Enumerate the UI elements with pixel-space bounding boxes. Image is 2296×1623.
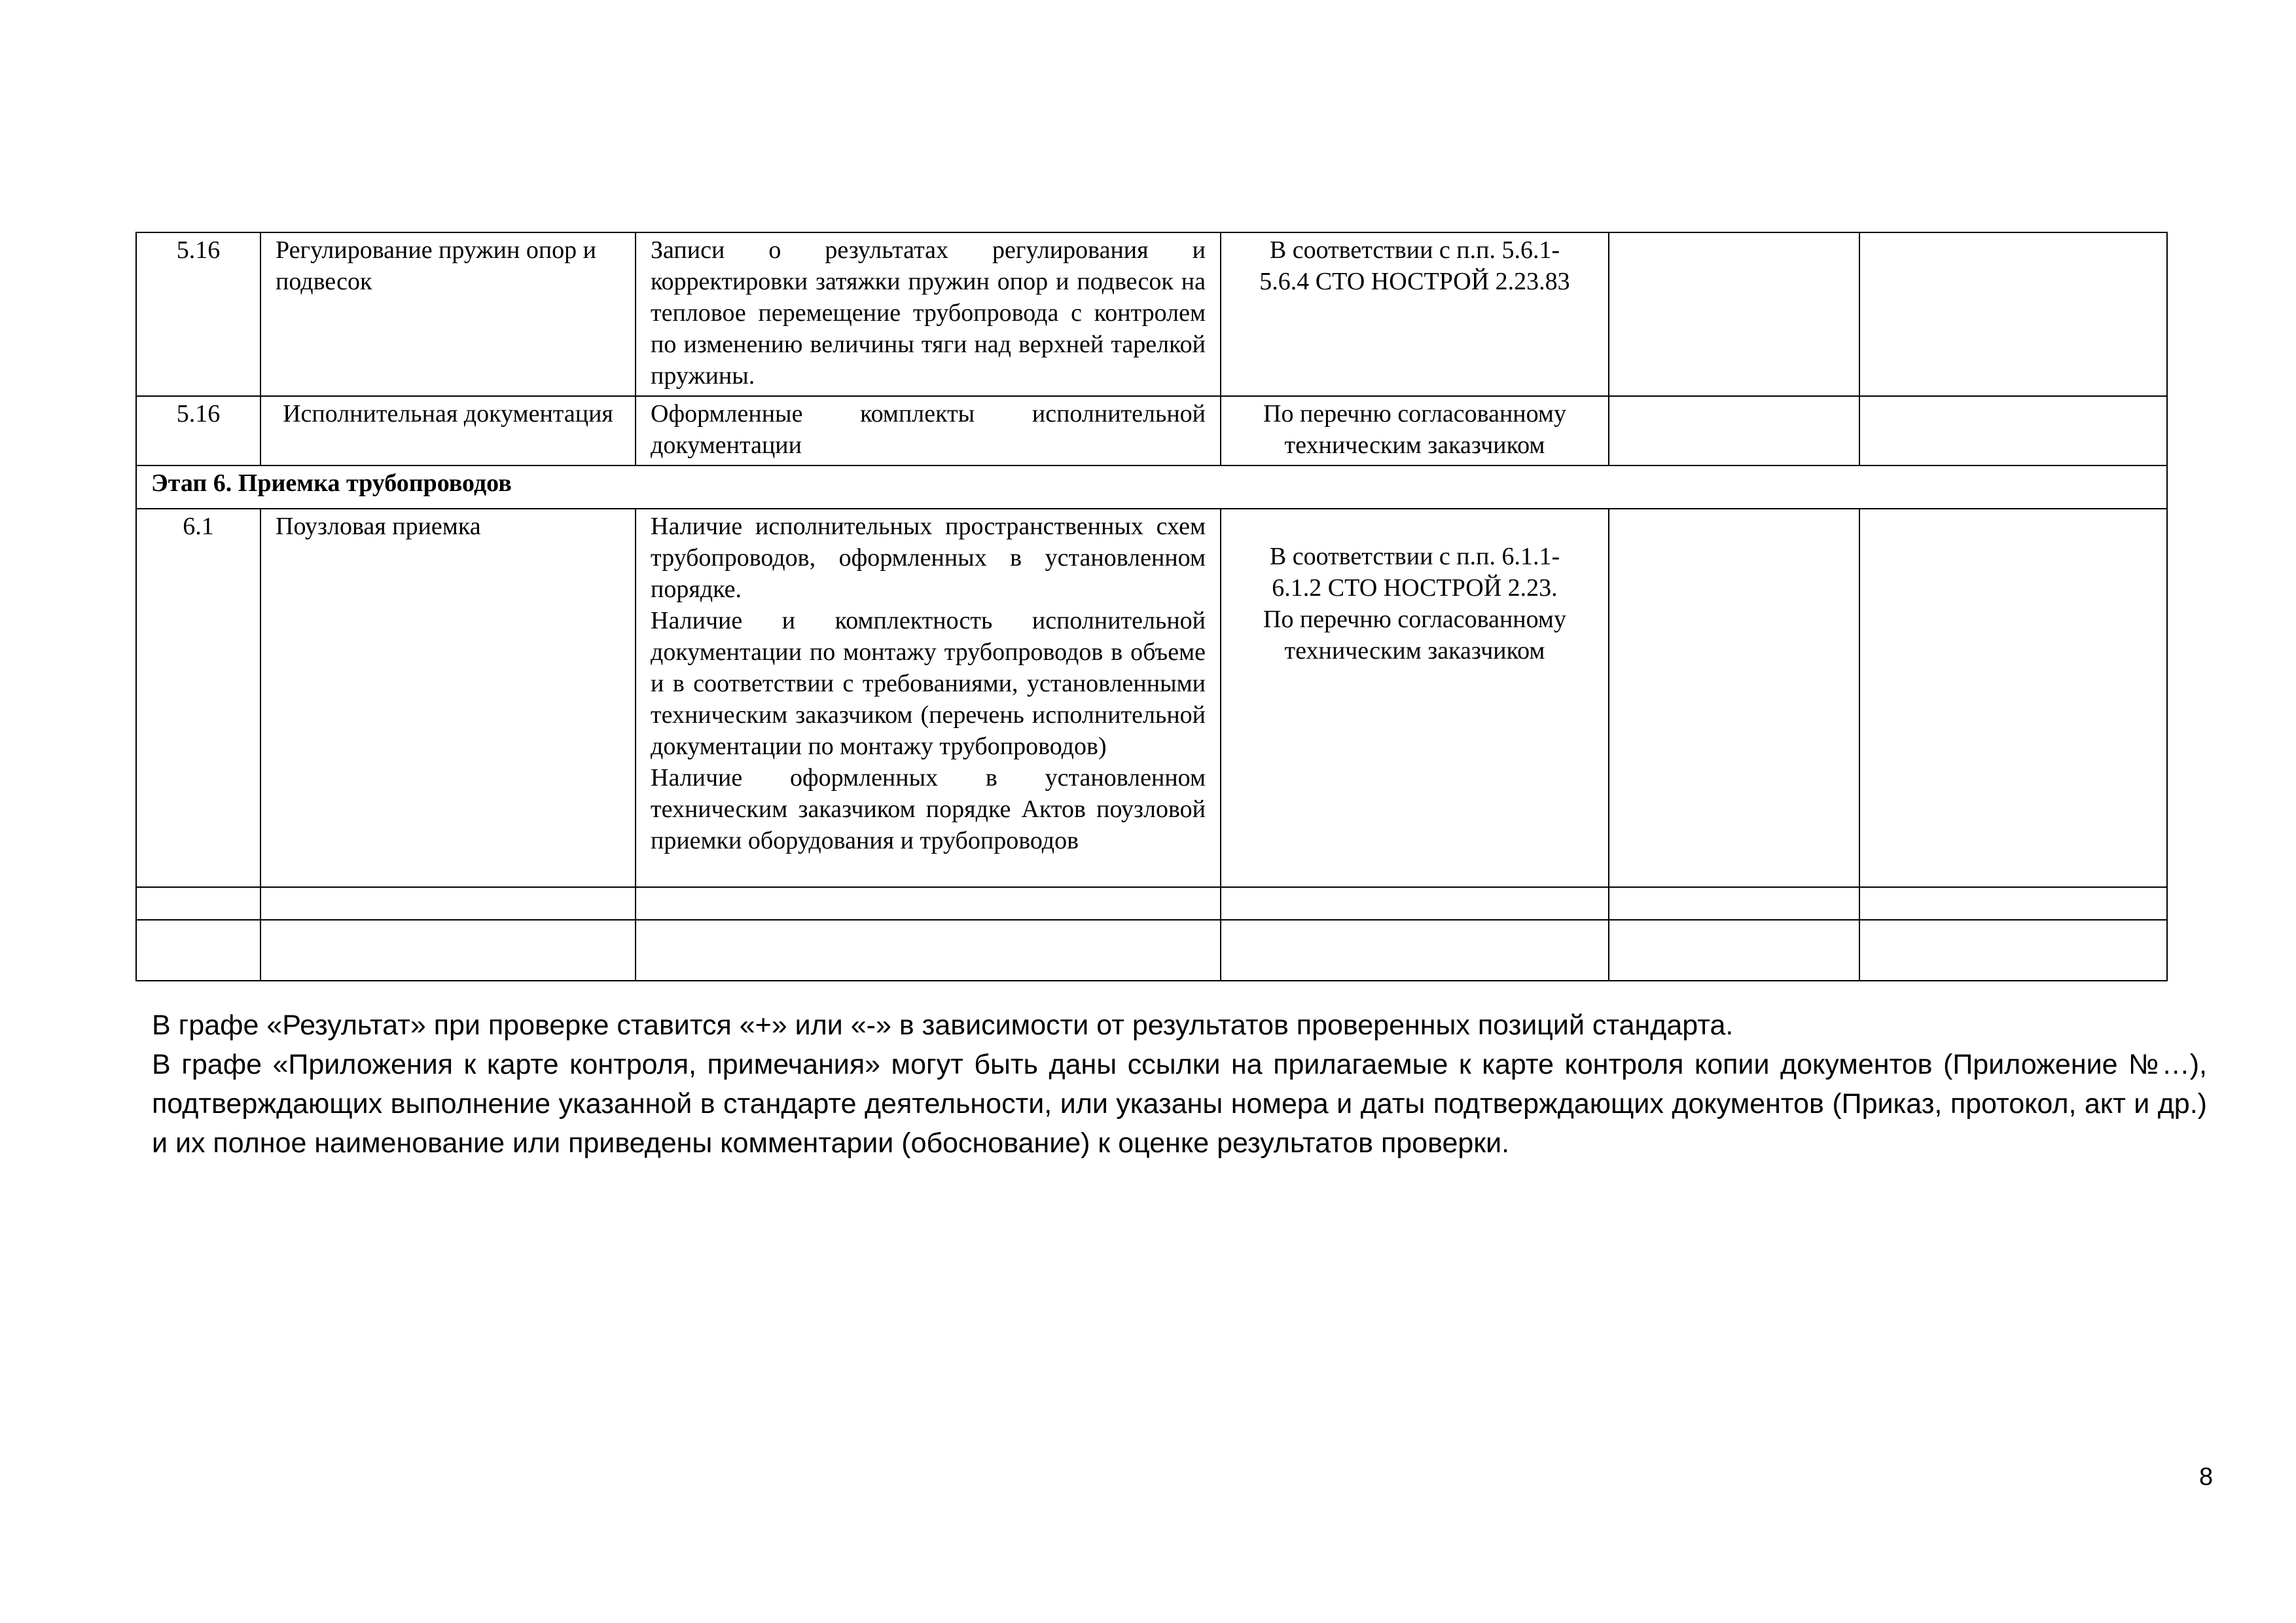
reference-line: техническим заказчиком	[1284, 637, 1545, 665]
reference-line: техническим заказчиком	[1284, 431, 1545, 459]
row-description	[636, 509, 1221, 887]
table-row	[136, 232, 2167, 396]
reference-line: По перечню согласованному	[1263, 400, 1566, 428]
empty-cell	[1609, 887, 1859, 920]
notes-cell	[1859, 509, 2167, 887]
empty-cell	[260, 887, 636, 920]
notes-cell	[1859, 396, 2167, 465]
empty-cell	[1221, 920, 1609, 981]
description-paragraph: Наличие оформленных в установленном техническим заказчиком порядке Актов поузловой приемки оборудования и трубопроводов	[651, 764, 1206, 854]
control-table	[135, 232, 2168, 981]
row-reference	[1221, 396, 1609, 465]
reference-line: В соответствии с п.п. 6.1.1-	[1269, 543, 1560, 570]
empty-cell	[1859, 887, 2167, 920]
row-name: Исполнительная документация	[260, 396, 636, 465]
note-paragraph: В графе «Результат» при проверке ставится «+» или «-» в зависимости от результатов проверенных позиций стандарта.	[152, 1010, 1734, 1041]
empty-row	[136, 920, 2167, 981]
table-row	[136, 509, 2167, 887]
empty-row	[136, 887, 2167, 920]
empty-cell	[1221, 887, 1609, 920]
description-paragraph: Наличие и комплектность исполнительной документации по монтажу трубопроводов в объеме и в соответствии с требованиями, установленными техническим заказчиком (перечень исполнительной документации по монтажу трубопроводов)	[651, 607, 1206, 760]
empty-cell	[136, 920, 260, 981]
empty-cell	[260, 920, 636, 981]
page-number: 8	[2199, 1463, 2214, 1491]
row-description: Оформленные комплекты исполнительной документации	[636, 396, 1221, 465]
row-reference	[1221, 509, 1609, 887]
result-cell	[1609, 509, 1859, 887]
stage-title: Этап 6. Приемка трубопроводов	[136, 465, 2167, 509]
reference-line: В соответствии с п.п. 5.6.1-	[1269, 236, 1560, 264]
row-description: Записи о результатах регулирования и корректировки затяжки пружин опор и подвесок на тепловое перемещение трубопровода с контролем по изменению величины тяги над верхней тарелкой пружины.	[636, 232, 1221, 396]
table-row	[136, 396, 2167, 465]
description-paragraph: Наличие исполнительных пространственных схем трубопроводов, оформленных в установленном порядке.	[651, 513, 1206, 603]
row-name: Поузловая приемка	[260, 509, 636, 887]
row-number: 5.16	[136, 232, 260, 396]
note-paragraph: В графе «Приложения к карте контроля, примечания» могут быть даны ссылки на прилагаемые к карте контроля копии документов (Приложение №…), подтверждающих выполнение указанной в стандарте деятельности, или указаны номера и даты подтверждающих документов (Приказ, протокол, акт и др.) и их полное наименование или приведены комментарии (обоснование) к оценке результатов проверки.	[152, 1049, 2207, 1159]
reference-line: 5.6.4 СТО НОСТРОЙ 2.23.83	[1259, 268, 1570, 295]
row-reference	[1221, 232, 1609, 396]
result-cell	[1609, 396, 1859, 465]
row-name: Регулирование пружин опор и подвесок	[260, 232, 636, 396]
notes-section	[152, 1006, 2207, 1163]
reference-line: По перечню согласованному	[1263, 606, 1566, 633]
result-cell	[1609, 232, 1859, 396]
row-number: 5.16	[136, 396, 260, 465]
notes-cell	[1859, 232, 2167, 396]
empty-cell	[136, 887, 260, 920]
empty-cell	[1859, 920, 2167, 981]
row-number: 6.1	[136, 509, 260, 887]
reference-line: 6.1.2 СТО НОСТРОЙ 2.23.	[1272, 574, 1558, 602]
stage-row	[136, 465, 2167, 509]
empty-cell	[636, 887, 1221, 920]
empty-cell	[1609, 920, 1859, 981]
empty-cell	[636, 920, 1221, 981]
